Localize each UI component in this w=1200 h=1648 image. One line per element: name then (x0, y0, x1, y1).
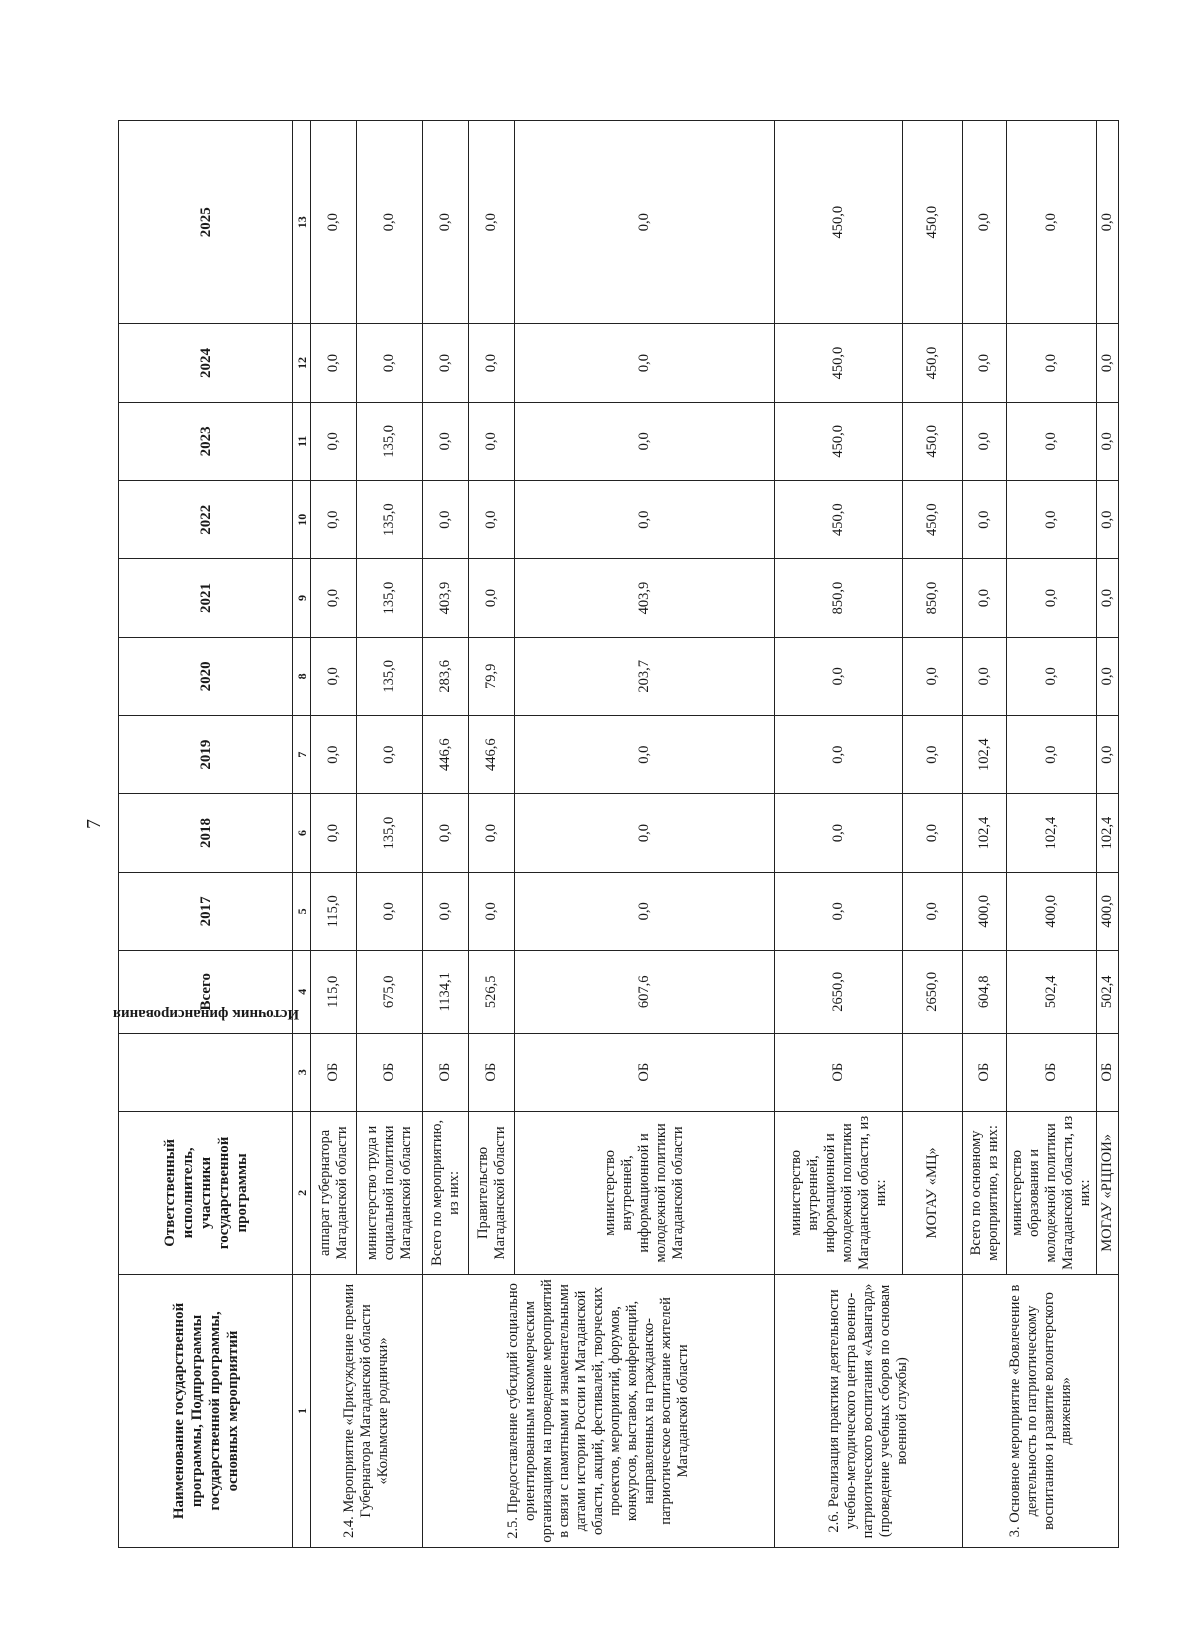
year-value-cell: 0,0 (775, 716, 903, 794)
year-value-cell: 0,0 (469, 121, 515, 324)
measure-name: 2.6. Реализация практики деятельности учебно-методического центра военно-патриотического воспитания «Авангард» (проведение учебных сборов по основам военной службы) (775, 1274, 963, 1547)
year-value-cell: 450,0 (775, 121, 903, 324)
col-header-source-label: Источник финансирования (112, 1005, 299, 1022)
source-cell: ОБ (469, 1033, 515, 1111)
year-value-cell: 0,0 (963, 481, 1007, 559)
column-number: 10 (293, 481, 311, 559)
year-value-cell: 0,0 (1007, 121, 1097, 324)
total-cell: 2650,0 (903, 950, 963, 1033)
total-cell: 502,4 (1007, 950, 1097, 1033)
col-header-year: 2021 (119, 559, 293, 637)
year-value-cell: 135,0 (357, 402, 423, 480)
year-value-cell: 135,0 (357, 559, 423, 637)
col-header-year: 2020 (119, 637, 293, 715)
source-cell (903, 1033, 963, 1111)
year-value-cell: 102,4 (963, 794, 1007, 872)
year-value-cell: 135,0 (357, 481, 423, 559)
table-row (423, 121, 469, 1548)
executor-cell: министерство внутренней, информационной и молодежной политики Магаданской области, из них: (775, 1111, 903, 1274)
column-number: 12 (293, 324, 311, 402)
year-value-cell: 0,0 (469, 324, 515, 402)
measure-name: 3. Основное мероприятие «Вовлечение в деятельность по патриотическому воспитанию и развитие волонтерского движения» (963, 1274, 1119, 1547)
column-number: 3 (293, 1033, 311, 1111)
col-header-year: 2024 (119, 324, 293, 402)
executor-cell: министерство образования и молодежной политики Магаданской области, из них: (1007, 1111, 1097, 1274)
source-cell: ОБ (775, 1033, 903, 1111)
col-header-year: 2023 (119, 402, 293, 480)
year-value-cell: 0,0 (311, 559, 357, 637)
year-value-cell: 0,0 (1097, 324, 1119, 402)
header-row (119, 121, 293, 1548)
rotated-table-wrapper (112, 120, 1115, 1548)
total-cell: 607,6 (515, 950, 775, 1033)
year-value-cell: 850,0 (903, 559, 963, 637)
year-value-cell: 0,0 (775, 637, 903, 715)
year-value-cell: 0,0 (1097, 637, 1119, 715)
year-value-cell: 0,0 (311, 402, 357, 480)
executor-cell: министерство внутренней, информационной и молодежной политики Магаданской области (515, 1111, 775, 1274)
executor-cell: МОГАУ «РЦПОИ» (1097, 1111, 1119, 1274)
year-value-cell: 0,0 (963, 559, 1007, 637)
executor-cell: Всего по основному мероприятию, из них: (963, 1111, 1007, 1274)
year-value-cell: 0,0 (515, 324, 775, 402)
column-number: 6 (293, 794, 311, 872)
year-value-cell: 102,4 (963, 716, 1007, 794)
year-value-cell: 0,0 (311, 324, 357, 402)
column-number: 4 (293, 950, 311, 1033)
col-header-executor: Ответственный исполнитель, участники государственной программы (119, 1111, 293, 1274)
column-number: 11 (293, 402, 311, 480)
column-number: 9 (293, 559, 311, 637)
year-value-cell: 450,0 (775, 481, 903, 559)
column-number: 2 (293, 1111, 311, 1274)
year-value-cell: 0,0 (963, 121, 1007, 324)
year-value-cell: 450,0 (775, 324, 903, 402)
year-value-cell: 0,0 (469, 794, 515, 872)
total-cell: 1134,1 (423, 950, 469, 1033)
total-cell: 115,0 (311, 950, 357, 1033)
year-value-cell: 0,0 (903, 872, 963, 950)
column-number: 5 (293, 872, 311, 950)
year-value-cell: 0,0 (423, 402, 469, 480)
year-value-cell: 0,0 (515, 481, 775, 559)
col-header-year: 2017 (119, 872, 293, 950)
source-cell: ОБ (423, 1033, 469, 1111)
year-value-cell: 0,0 (469, 559, 515, 637)
col-header-total: Всего (119, 950, 293, 1033)
year-value-cell: 0,0 (903, 716, 963, 794)
source-cell: ОБ (311, 1033, 357, 1111)
year-value-cell: 283,6 (423, 637, 469, 715)
year-value-cell: 0,0 (515, 402, 775, 480)
total-cell: 502,4 (1097, 950, 1119, 1033)
page-number: 7 (83, 819, 105, 829)
year-value-cell: 0,0 (515, 716, 775, 794)
table-row (963, 121, 1007, 1548)
year-value-cell: 0,0 (311, 794, 357, 872)
year-value-cell: 203,7 (515, 637, 775, 715)
col-header-year: 2018 (119, 794, 293, 872)
col-header-year: 2025 (119, 121, 293, 324)
year-value-cell: 0,0 (515, 872, 775, 950)
table-row (311, 121, 357, 1548)
column-number: 1 (293, 1274, 311, 1547)
year-value-cell: 0,0 (423, 324, 469, 402)
column-number: 13 (293, 121, 311, 324)
year-value-cell: 0,0 (775, 872, 903, 950)
year-value-cell: 450,0 (775, 402, 903, 480)
col-header-source (112, 1005, 299, 1111)
year-value-cell: 450,0 (903, 481, 963, 559)
total-cell: 675,0 (357, 950, 423, 1033)
executor-cell: Правительство Магаданской области (469, 1111, 515, 1274)
year-value-cell: 135,0 (357, 637, 423, 715)
year-value-cell: 0,0 (469, 402, 515, 480)
column-number-row (293, 121, 311, 1548)
year-value-cell: 0,0 (515, 121, 775, 324)
year-value-cell: 400,0 (1097, 872, 1119, 950)
executor-cell: МОГАУ «МЦ» (903, 1111, 963, 1274)
year-value-cell: 450,0 (903, 324, 963, 402)
year-value-cell: 0,0 (515, 794, 775, 872)
year-value-cell: 0,0 (1097, 121, 1119, 324)
year-value-cell: 0,0 (423, 872, 469, 950)
year-value-cell: 0,0 (963, 637, 1007, 715)
source-cell: ОБ (1007, 1033, 1097, 1111)
year-value-cell: 0,0 (357, 872, 423, 950)
year-value-cell: 115,0 (311, 872, 357, 950)
year-value-cell: 0,0 (1097, 481, 1119, 559)
year-value-cell: 403,9 (423, 559, 469, 637)
column-number: 8 (293, 637, 311, 715)
source-cell: ОБ (357, 1033, 423, 1111)
year-value-cell: 0,0 (357, 324, 423, 402)
year-value-cell: 0,0 (775, 794, 903, 872)
measure-name: 2.5. Предоставление субсидий социально ориентированным некоммерческим организациям на проведение мероприятий в связи с памятными и знаменательными датами истории России и Магаданской области, акций, фестивалей, творческих проектов, мероприятий, форумов, конкурсов, выставок, конференций, направленных на гражданско-патриотическое воспитание жителей Магаданской области (423, 1274, 775, 1547)
table-row (775, 121, 903, 1548)
year-value-cell: 102,4 (1007, 794, 1097, 872)
year-value-cell: 450,0 (903, 121, 963, 324)
year-value-cell: 0,0 (311, 481, 357, 559)
budget-table (112, 120, 1119, 1548)
total-cell: 526,5 (469, 950, 515, 1033)
source-cell: ОБ (1097, 1033, 1119, 1111)
year-value-cell: 400,0 (1007, 872, 1097, 950)
year-value-cell: 0,0 (963, 402, 1007, 480)
year-value-cell: 0,0 (1097, 559, 1119, 637)
year-value-cell: 0,0 (1097, 402, 1119, 480)
year-value-cell: 102,4 (1097, 794, 1119, 872)
year-value-cell: 0,0 (469, 872, 515, 950)
year-value-cell: 0,0 (1097, 716, 1119, 794)
source-cell: ОБ (515, 1033, 775, 1111)
year-value-cell: 0,0 (1007, 716, 1097, 794)
executor-cell: Всего по мероприятию, из них: (423, 1111, 469, 1274)
year-value-cell: 446,6 (423, 716, 469, 794)
year-value-cell: 0,0 (1007, 324, 1097, 402)
year-value-cell: 0,0 (469, 481, 515, 559)
table-body (311, 121, 1119, 1548)
total-cell: 2650,0 (775, 950, 903, 1033)
year-value-cell: 0,0 (1007, 637, 1097, 715)
year-value-cell: 0,0 (903, 637, 963, 715)
year-value-cell: 79,9 (469, 637, 515, 715)
year-value-cell: 0,0 (311, 121, 357, 324)
year-value-cell: 850,0 (775, 559, 903, 637)
year-value-cell: 0,0 (1007, 559, 1097, 637)
total-cell: 604,8 (963, 950, 1007, 1033)
year-value-cell: 0,0 (357, 716, 423, 794)
year-value-cell: 0,0 (311, 716, 357, 794)
year-value-cell: 0,0 (357, 121, 423, 324)
year-value-cell: 0,0 (311, 637, 357, 715)
year-value-cell: 0,0 (423, 121, 469, 324)
year-value-cell: 0,0 (423, 794, 469, 872)
year-value-cell: 0,0 (1007, 481, 1097, 559)
year-value-cell: 0,0 (963, 324, 1007, 402)
col-header-year: 2022 (119, 481, 293, 559)
executor-cell: министерство труда и социальной политики Магаданской области (357, 1111, 423, 1274)
year-value-cell: 0,0 (423, 481, 469, 559)
executor-cell: аппарат губернатора Магаданской области (311, 1111, 357, 1274)
year-value-cell: 400,0 (963, 872, 1007, 950)
year-value-cell: 403,9 (515, 559, 775, 637)
column-number: 7 (293, 716, 311, 794)
year-value-cell: 450,0 (903, 402, 963, 480)
year-value-cell: 0,0 (1007, 402, 1097, 480)
col-header-year: 2019 (119, 716, 293, 794)
year-value-cell: 0,0 (903, 794, 963, 872)
col-header-name: Наименование государственной программы, Подпрограммы государственной программы, основных мероприятий (119, 1274, 293, 1547)
measure-name: 2.4. Мероприятие «Присуждение премии Губернатора Магаданской области «Колымские роднички» (311, 1274, 423, 1547)
source-cell: ОБ (963, 1033, 1007, 1111)
year-value-cell: 446,6 (469, 716, 515, 794)
year-value-cell: 135,0 (357, 794, 423, 872)
